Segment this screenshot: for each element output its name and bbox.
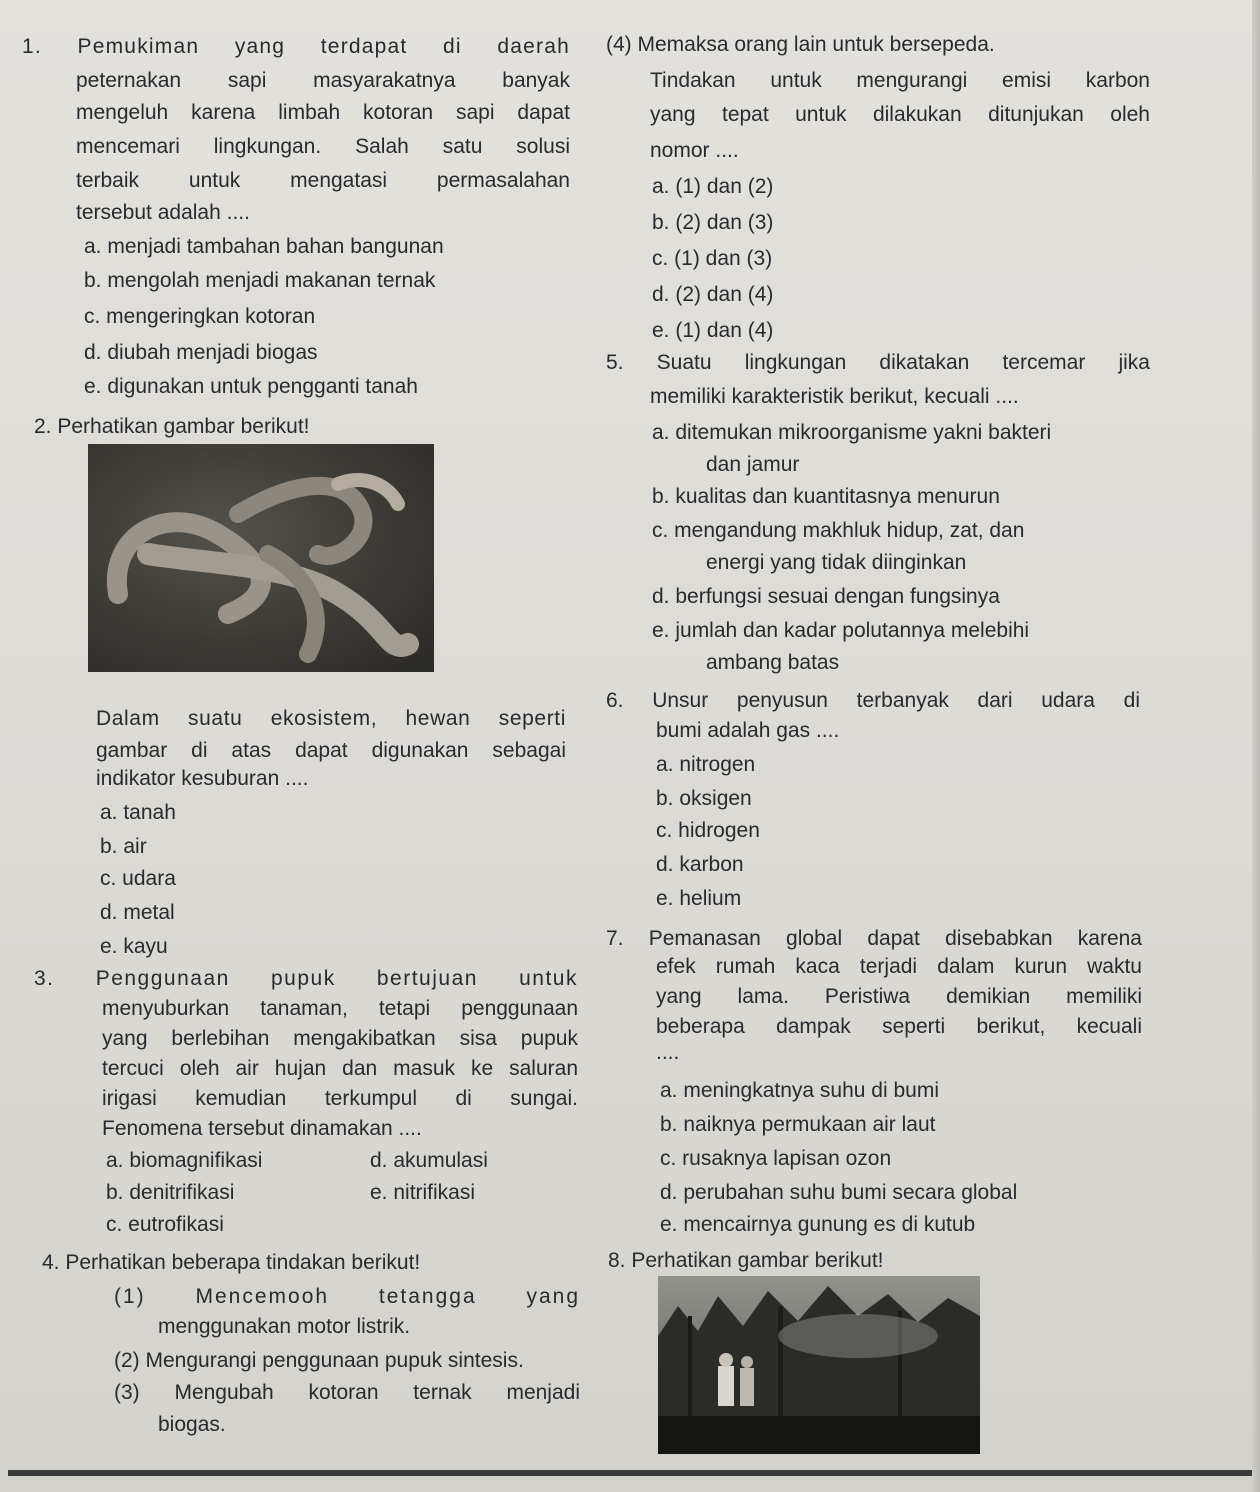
q7-option-d[interactable]: d. perubahan suhu bumi secara global [660,1181,1018,1204]
q2-option-b[interactable]: b. air [100,835,147,858]
q6-option-c[interactable]: c. hidrogen [656,819,760,842]
q1-option-c[interactable]: c. mengeringkan kotoran [84,305,316,328]
q5-option-e[interactable]: e. jumlah dan kadar polutannya melebihi [652,619,1030,642]
page-edge [1252,0,1260,1492]
q1-line-4: mencemari lingkungan. Salah satu solusi [76,135,570,158]
q3-line-2: menyuburkan tanaman, tetapi penggunaan [102,997,578,1020]
q7-line-2: efek rumah kaca terjadi dalam kurun waktu [656,955,1142,978]
q3-line-4: tercuci oleh air hujan dan masuk ke saluran [102,1057,578,1080]
q5-option-a[interactable]: a. ditemukan mikroorganisme yakni bakteri [652,421,1052,444]
q7-line-3: yang lama. Peristiwa demikian memiliki [656,985,1142,1008]
earthworm-photo [88,444,434,672]
q4-line-2: yang tepat untuk dilakukan ditunjukan oleh [650,103,1150,126]
q4-option-b[interactable]: b. (2) dan (3) [652,211,774,234]
q3-option-a[interactable]: a. biomagnifikasi [106,1149,263,1172]
q1-option-b[interactable]: b. mengolah menjadi makanan ternak [84,269,436,292]
q4-item-4: (4) Memaksa orang lain untuk bersepeda. [606,33,995,56]
q7-option-a[interactable]: a. meningkatnya suhu di bumi [660,1079,939,1102]
q1-line-1: 1. Pemukiman yang terdapat di daerah [22,35,570,58]
q2-option-e[interactable]: e. kayu [100,935,168,958]
q2-option-d[interactable]: d. metal [100,901,175,924]
q4-item-1-cont: menggunakan motor listrik. [158,1315,411,1338]
q5-option-c[interactable]: c. mengandung makhluk hidup, zat, dan [652,519,1025,542]
q5-line-2: memiliki karakteristik berikut, kecuali .... [650,385,1019,408]
q4-option-a[interactable]: a. (1) dan (2) [652,175,774,198]
q3-option-c[interactable]: c. eutrofikasi [106,1213,224,1236]
q5-option-b[interactable]: b. kualitas dan kuantitasnya menurun [652,485,1000,508]
q5-option-c-cont: energi yang tidak diinginkan [706,551,967,574]
q4-item-3-cont: biogas. [158,1413,226,1436]
q2-option-a[interactable]: a. tanah [100,801,176,824]
q3-line-3: yang berlebihan mengakibatkan sisa pupuk [102,1027,578,1050]
page-bottom-rule [8,1470,1258,1476]
q7-line-4: beberapa dampak seperti berikut, kecuali [656,1015,1142,1038]
q4-heading: 4. Perhatikan beberapa tindakan berikut! [42,1251,421,1274]
q3-line-1: 3. Penggunaan pupuk bertujuan untuk [34,967,578,990]
q7-option-c[interactable]: c. rusaknya lapisan ozon [660,1147,892,1170]
q4-item-1: (1) Mencemooh tetangga yang [114,1285,580,1308]
q6-option-a[interactable]: a. nitrogen [656,753,756,776]
q1-option-d[interactable]: d. diubah menjadi biogas [84,341,318,364]
q4-option-c[interactable]: c. (1) dan (3) [652,247,773,270]
q2-heading: 2. Perhatikan gambar berikut! [34,415,310,438]
q2-line-1: Dalam suatu ekosistem, hewan seperti [96,707,566,730]
q3-line-5: irigasi kemudian terkumpul di sungai. [102,1087,578,1110]
q4-option-e[interactable]: e. (1) dan (4) [652,319,774,342]
q3-option-e[interactable]: e. nitrifikasi [370,1181,476,1204]
q2-line-3: indikator kesuburan .... [96,767,309,790]
q1-line-3: mengeluh karena limbah kotoran sapi dapat [76,101,570,124]
q2-option-c[interactable]: c. udara [100,867,176,890]
q3-line-6: Fenomena tersebut dinamakan .... [102,1117,422,1140]
q1-line-2: peternakan sapi masyarakatnya banyak [76,69,570,92]
q4-item-3: (3) Mengubah kotoran ternak menjadi [114,1381,580,1404]
q5-option-d[interactable]: d. berfungsi sesuai dengan fungsinya [652,585,1000,608]
q6-line-2: bumi adalah gas .... [656,719,840,742]
q4-line-3: nomor .... [650,139,739,162]
q1-line-5: terbaik untuk mengatasi permasalahan [76,169,570,192]
q6-option-d[interactable]: d. karbon [656,853,744,876]
q7-option-b[interactable]: b. naiknya permukaan air laut [660,1113,936,1136]
q3-option-d[interactable]: d. akumulasi [370,1149,488,1172]
q1-option-a[interactable]: a. menjadi tambahan bahan bangunan [84,235,444,258]
q6-option-e[interactable]: e. helium [656,887,742,910]
q5-option-a-cont: dan jamur [706,453,800,476]
q4-item-2: (2) Mengurangi penggunaan pupuk sintesis. [114,1349,524,1372]
q1-line-6: tersebut adalah .... [76,201,250,224]
q6-option-b[interactable]: b. oksigen [656,787,752,810]
q4-option-d[interactable]: d. (2) dan (4) [652,283,774,306]
q1-option-e[interactable]: e. digunakan untuk pengganti tanah [84,375,418,398]
q7-line-5: .... [656,1041,680,1064]
q7-option-e[interactable]: e. mencairnya gunung es di kutub [660,1213,976,1236]
q5-option-e-cont: ambang batas [706,651,840,674]
q6-line-1: 6. Unsur penyusun terbanyak dari udara di [606,689,1140,712]
earthworm-illustration [88,444,434,672]
q5-line-1: 5. Suatu lingkungan dikatakan tercemar jika [606,351,1150,374]
forest-illustration [658,1276,980,1454]
q3-option-b[interactable]: b. denitrifikasi [106,1181,235,1204]
q7-line-1: 7. Pemanasan global dapat disebabkan karena [606,927,1142,950]
q2-line-2: gambar di atas dapat digunakan sebagai [96,739,566,762]
q8-heading: 8. Perhatikan gambar berikut! [608,1249,884,1272]
q4-line-1: Tindakan untuk mengurangi emisi karbon [650,69,1150,92]
forest-smoke-photo [658,1276,980,1454]
